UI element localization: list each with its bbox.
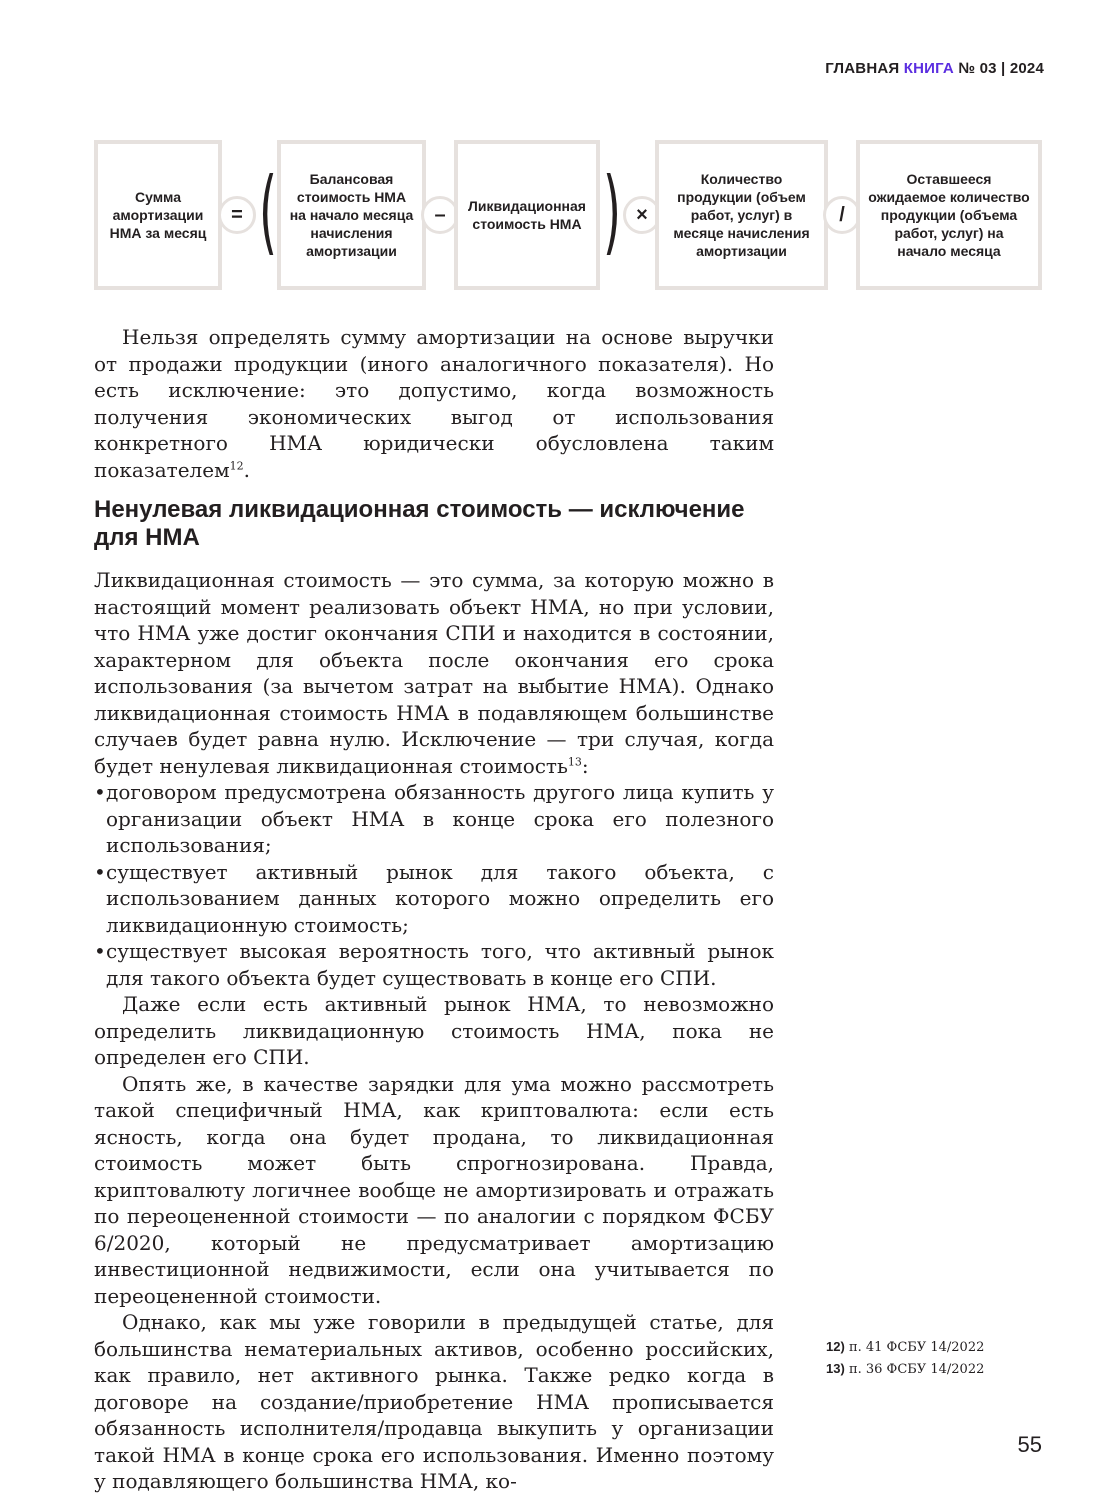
divide-operator: / (823, 196, 861, 234)
intro-paragraph-block (94, 324, 774, 483)
exceptions-list (94, 779, 774, 991)
list-item: • существует активный рынок для такого объекта, с использованием данных которого можно определить его ликвидационную стоимость; (94, 859, 774, 939)
multiply-operator: × (623, 196, 661, 234)
formula-quantity-box: Количество продукции (объем работ, услуг) в месяце начисления амортизации (655, 140, 828, 290)
equals-operator: = (218, 196, 256, 234)
close-paren: ) (602, 158, 621, 265)
brand-main: ГЛАВНАЯ (825, 60, 900, 77)
section-heading-block (94, 496, 774, 552)
footnote-ref-13: 13 (567, 754, 582, 768)
formula-balance-box: Балансовая стоимость НМА на начало месяца начисления амортизации (277, 140, 426, 290)
list-item: • существует высокая вероятность того, что активный рынок для такого объекта будет существовать в конце его СПИ. (94, 938, 774, 991)
footnote-ref-12: 12 (229, 458, 244, 472)
formula-remaining-box: Оставшееся ожидаемое количество продукции (объема работ, услуг) на начало месяца (856, 140, 1042, 290)
amortization-formula (0, 0, 1104, 300)
formula-result-box: Сумма амортизации НМА за месяц (94, 140, 222, 290)
paragraph-revenue-basis: Нельзя определять сумму амортизации на основе выручки от продажи продукции (иного аналогичного показателя). Но есть исключение: это допустимо, когда возможность получения экономических выгод от использования конкретного НМА юридически обусловлена таким показателем$^{12}$. (94, 325, 774, 482)
paragraph-active-market: Даже если есть активный рынок НМА, то невозможно определить ликвидационную стоимость НМА, пока не определен его СПИ. (94, 992, 774, 1069)
main-text-block (94, 567, 774, 1495)
section-heading: Ненулевая ликвидационная стоимость — исключение для НМА (94, 496, 745, 551)
brand-accent: КНИГА (903, 60, 954, 77)
page-number: 55 (1017, 1432, 1042, 1457)
formula-liquidation-box: Ликвидационная стоимость НМА (454, 140, 600, 290)
minus-operator: – (421, 196, 459, 234)
open-paren: ( (258, 158, 277, 265)
footnotes (826, 1336, 1066, 1380)
footnote-12: 12) п. 41 ФСБУ 14/2022 (826, 1339, 985, 1355)
issue-number: № 03 | 2024 (958, 60, 1044, 77)
paragraph-no-market: Однако, как мы уже говорили в предыдущей статье, для большинства нематериальных активов, особенно российских, как правило, нет активного рынка. Также редко когда в договоре на создание/приобретение НМА прописывается обязанность исполнителя/продавца выкупить у организации такой НМА в конце срока его использования. Именно поэтому у подавляющего большинства НМА, ко- (94, 1310, 774, 1493)
paragraph-liquidation-definition: Ликвидационная стоимость — это сумма, за которую можно в настоящий момент реализовать объект НМА, но при условии, что НМА уже достиг окончания СПИ и находится в состоянии, характерном для объекта после окончания его срока использования (за вычетом затрат на выбытие НМА). Однако ликвидационная стоимость НМА в подавляющем большинстве случаев будет равна нулю. Исключение — три случая, когда будет ненулевая ликвидационная стоимость$^{13}$: (94, 568, 774, 778)
footnote-13: 13) п. 36 ФСБУ 14/2022 (826, 1361, 985, 1377)
list-item: • договором предусмотрена обязанность другого лица купить у организации объект НМА в конце срока его полезного использования; (94, 779, 774, 859)
paragraph-crypto: Опять же, в качестве зарядки для ума можно рассмотреть такой специфичный НМА, как криптовалюта: если есть ясность, когда она будет продана, то ликвидационная стоимость может быть спрогнозирована. Правда, криптовалюту логичнее вообще не амортизировать и отражать по переоцененной стоимости — по аналогии с порядком ФСБУ 6/2020, который не предусматривает амортизацию инвестиционной недвижимости, если она учитывается по переоцененной стоимости. (94, 1071, 774, 1308)
